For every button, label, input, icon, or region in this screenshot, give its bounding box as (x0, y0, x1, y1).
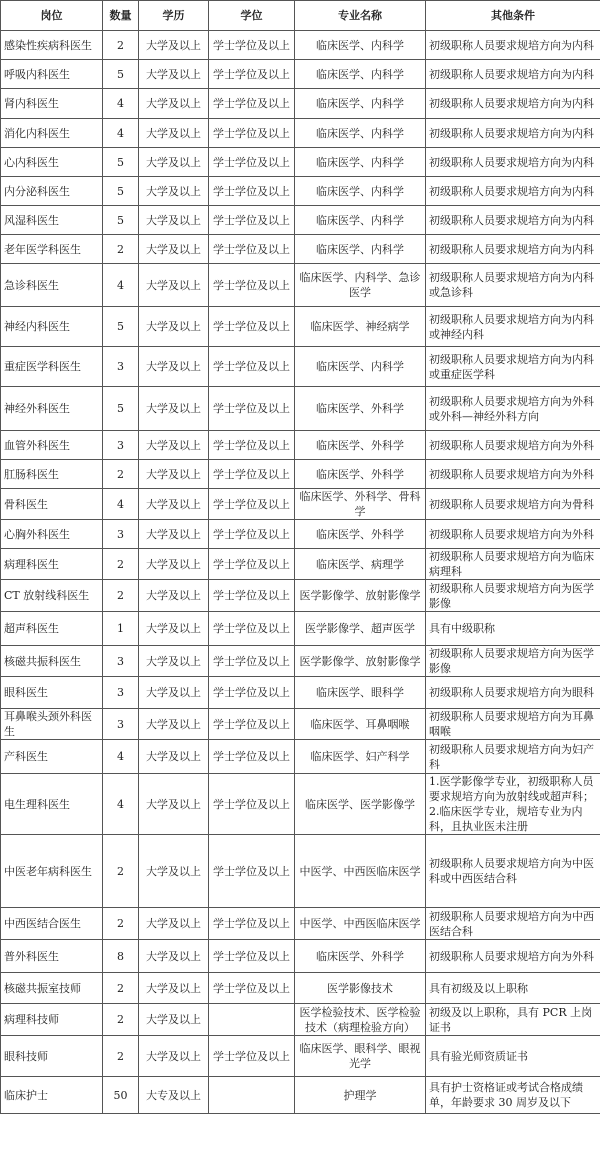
cell-other: 初级职称人员要求规培方向为内科或急诊科 (426, 264, 600, 307)
cell-education: 大学及以上 (139, 264, 209, 307)
cell-other: 初级职称人员要求规培方向为中医科或中西医结合科 (426, 835, 600, 908)
cell-other: 初级职称人员要求规培方向为骨科 (426, 489, 600, 520)
cell-major: 临床医学、医学影像学 (295, 774, 426, 835)
cell-major: 医学影像学、放射影像学 (295, 646, 426, 677)
cell-count: 5 (103, 148, 139, 177)
cell-count: 3 (103, 347, 139, 387)
cell-count: 4 (103, 489, 139, 520)
cell-degree: 学士学位及以上 (209, 709, 295, 740)
cell-education: 大学及以上 (139, 307, 209, 347)
table-row (1, 31, 600, 60)
cell-major: 临床医学、妇产科学 (295, 740, 426, 774)
cell-education: 大学及以上 (139, 973, 209, 1004)
header-count: 数量 (103, 1, 139, 31)
cell-education: 大学及以上 (139, 60, 209, 89)
cell-other: 1.医学影像学专业，初级职称人员要求规培方向为放射线或超声科；2.临床医学专业，规培专业为内科，且执业医未注册 (426, 774, 600, 835)
cell-post: CT 放射线科医生 (1, 580, 103, 612)
cell-education: 大学及以上 (139, 431, 209, 460)
header-degree: 学位 (209, 1, 295, 31)
cell-count: 3 (103, 677, 139, 709)
cell-education: 大学及以上 (139, 908, 209, 940)
table-row (1, 347, 600, 387)
cell-post: 超声科医生 (1, 612, 103, 646)
header-major: 专业名称 (295, 1, 426, 31)
cell-count: 4 (103, 119, 139, 148)
header-other: 其他条件 (426, 1, 600, 31)
cell-count: 50 (103, 1077, 139, 1114)
cell-post: 风湿科医生 (1, 206, 103, 235)
cell-education: 大学及以上 (139, 646, 209, 677)
cell-count: 4 (103, 264, 139, 307)
cell-other: 初级职称人员要求规培方向为眼科 (426, 677, 600, 709)
cell-count: 8 (103, 940, 139, 973)
table-row (1, 235, 600, 264)
table-row (1, 307, 600, 347)
cell-post: 呼吸内科医生 (1, 60, 103, 89)
cell-other: 初级职称人员要求规培方向为内科 (426, 89, 600, 119)
table-row (1, 460, 600, 489)
cell-degree: 学士学位及以上 (209, 31, 295, 60)
cell-post: 普外科医生 (1, 940, 103, 973)
table-row (1, 264, 600, 307)
cell-count: 3 (103, 431, 139, 460)
table-row (1, 973, 600, 1004)
cell-count: 2 (103, 31, 139, 60)
cell-other: 初级及以上职称，具有 PCR 上岗证书 (426, 1004, 600, 1036)
cell-post: 病理科技师 (1, 1004, 103, 1036)
table-row (1, 60, 600, 89)
cell-degree: 学士学位及以上 (209, 740, 295, 774)
header-post: 岗位 (1, 1, 103, 31)
cell-degree: 学士学位及以上 (209, 489, 295, 520)
cell-count: 2 (103, 908, 139, 940)
cell-degree: 学士学位及以上 (209, 940, 295, 973)
cell-count: 2 (103, 460, 139, 489)
cell-major: 临床医学、内科学 (295, 89, 426, 119)
cell-education: 大学及以上 (139, 347, 209, 387)
cell-major: 临床医学、内科学 (295, 119, 426, 148)
cell-other: 具有验光师资质证书 (426, 1036, 600, 1077)
cell-degree: 学士学位及以上 (209, 89, 295, 119)
cell-education: 大学及以上 (139, 940, 209, 973)
cell-education: 大学及以上 (139, 835, 209, 908)
cell-major: 临床医学、内科学、急诊医学 (295, 264, 426, 307)
cell-other: 初级职称人员要求规培方向为外科 (426, 460, 600, 489)
table-row (1, 206, 600, 235)
table-row (1, 387, 600, 431)
cell-post: 中西医结合医生 (1, 908, 103, 940)
cell-major: 护理学 (295, 1077, 426, 1114)
table-row (1, 148, 600, 177)
table-row (1, 1004, 600, 1036)
cell-count: 5 (103, 206, 139, 235)
cell-count: 2 (103, 235, 139, 264)
cell-degree: 学士学位及以上 (209, 347, 295, 387)
cell-count: 5 (103, 387, 139, 431)
table-row (1, 1036, 600, 1077)
cell-major: 临床医学、外科学、骨科学 (295, 489, 426, 520)
cell-education: 大学及以上 (139, 31, 209, 60)
cell-post: 重症医学科医生 (1, 347, 103, 387)
cell-count: 5 (103, 60, 139, 89)
cell-education: 大学及以上 (139, 460, 209, 489)
cell-other: 初级职称人员要求规培方向为外科 (426, 940, 600, 973)
cell-education: 大学及以上 (139, 489, 209, 520)
cell-education: 大专及以上 (139, 1077, 209, 1114)
cell-degree: 学士学位及以上 (209, 1036, 295, 1077)
cell-post: 消化内科医生 (1, 119, 103, 148)
cell-count: 4 (103, 740, 139, 774)
cell-education: 大学及以上 (139, 677, 209, 709)
header-education: 学历 (139, 1, 209, 31)
table-row (1, 1077, 600, 1114)
cell-major: 中医学、中西医临床医学 (295, 835, 426, 908)
cell-other: 初级职称人员要求规培方向为内科 (426, 206, 600, 235)
cell-count: 4 (103, 89, 139, 119)
cell-major: 临床医学、内科学 (295, 347, 426, 387)
table-row (1, 580, 600, 612)
cell-post: 神经内科医生 (1, 307, 103, 347)
cell-education: 大学及以上 (139, 177, 209, 206)
cell-other: 初级职称人员要求规培方向为内科或神经内科 (426, 307, 600, 347)
cell-other: 初级职称人员要求规培方向为内科 (426, 235, 600, 264)
cell-degree: 学士学位及以上 (209, 774, 295, 835)
cell-post: 产科医生 (1, 740, 103, 774)
cell-post: 骨科医生 (1, 489, 103, 520)
cell-post: 病理科医生 (1, 549, 103, 580)
table-row (1, 549, 600, 580)
cell-count: 2 (103, 1004, 139, 1036)
cell-post: 核磁共振室技师 (1, 973, 103, 1004)
cell-major: 临床医学、病理学 (295, 549, 426, 580)
cell-degree: 学士学位及以上 (209, 908, 295, 940)
cell-count: 4 (103, 774, 139, 835)
cell-major: 临床医学、内科学 (295, 177, 426, 206)
cell-degree: 学士学位及以上 (209, 677, 295, 709)
cell-count: 3 (103, 520, 139, 549)
cell-education: 大学及以上 (139, 580, 209, 612)
cell-education: 大学及以上 (139, 1036, 209, 1077)
cell-major: 临床医学、眼科学、眼视光学 (295, 1036, 426, 1077)
cell-degree (209, 1077, 295, 1114)
cell-other: 初级职称人员要求规培方向为外科 (426, 520, 600, 549)
cell-other: 初级职称人员要求规培方向为妇产科 (426, 740, 600, 774)
cell-education: 大学及以上 (139, 774, 209, 835)
cell-education: 大学及以上 (139, 709, 209, 740)
cell-post: 肾内科医生 (1, 89, 103, 119)
table-row (1, 89, 600, 119)
cell-major: 临床医学、外科学 (295, 431, 426, 460)
cell-major: 临床医学、神经病学 (295, 307, 426, 347)
cell-degree: 学士学位及以上 (209, 460, 295, 489)
cell-major: 临床医学、眼科学 (295, 677, 426, 709)
cell-other: 初级职称人员要求规培方向为内科 (426, 60, 600, 89)
cell-count: 3 (103, 709, 139, 740)
cell-major: 医学影像学、超声医学 (295, 612, 426, 646)
cell-major: 医学检验技术、医学检验技术（病理检验方向） (295, 1004, 426, 1036)
cell-count: 5 (103, 307, 139, 347)
cell-major: 临床医学、内科学 (295, 235, 426, 264)
cell-major: 临床医学、耳鼻咽喉 (295, 709, 426, 740)
cell-degree: 学士学位及以上 (209, 549, 295, 580)
cell-post: 电生理科医生 (1, 774, 103, 835)
cell-count: 2 (103, 580, 139, 612)
cell-post: 肛肠科医生 (1, 460, 103, 489)
cell-other: 初级职称人员要求规培方向为中西医结合科 (426, 908, 600, 940)
cell-major: 临床医学、外科学 (295, 387, 426, 431)
cell-degree (209, 1004, 295, 1036)
cell-post: 心胸外科医生 (1, 520, 103, 549)
cell-major: 中医学、中西医临床医学 (295, 908, 426, 940)
cell-count: 5 (103, 177, 139, 206)
cell-degree: 学士学位及以上 (209, 307, 295, 347)
cell-other: 初级职称人员要求规培方向为外科或外科—神经外科方向 (426, 387, 600, 431)
cell-education: 大学及以上 (139, 387, 209, 431)
cell-post: 耳鼻喉头颈外科医生 (1, 709, 103, 740)
table-row (1, 709, 600, 740)
cell-other: 初级职称人员要求规培方向为耳鼻咽喉 (426, 709, 600, 740)
cell-degree: 学士学位及以上 (209, 612, 295, 646)
cell-other: 初级职称人员要求规培方向为内科 (426, 31, 600, 60)
cell-degree: 学士学位及以上 (209, 973, 295, 1004)
cell-degree: 学士学位及以上 (209, 520, 295, 549)
cell-degree: 学士学位及以上 (209, 60, 295, 89)
cell-post: 急诊科医生 (1, 264, 103, 307)
cell-degree: 学士学位及以上 (209, 835, 295, 908)
cell-other: 初级职称人员要求规培方向为内科或重症医学科 (426, 347, 600, 387)
cell-degree: 学士学位及以上 (209, 148, 295, 177)
cell-post: 眼科技师 (1, 1036, 103, 1077)
cell-education: 大学及以上 (139, 148, 209, 177)
cell-major: 医学影像学、放射影像学 (295, 580, 426, 612)
cell-degree: 学士学位及以上 (209, 235, 295, 264)
cell-degree: 学士学位及以上 (209, 387, 295, 431)
cell-post: 内分泌科医生 (1, 177, 103, 206)
table-row (1, 908, 600, 940)
cell-major: 临床医学、外科学 (295, 940, 426, 973)
cell-post: 核磁共振科医生 (1, 646, 103, 677)
cell-count: 3 (103, 646, 139, 677)
cell-education: 大学及以上 (139, 549, 209, 580)
cell-count: 2 (103, 973, 139, 1004)
cell-degree: 学士学位及以上 (209, 580, 295, 612)
table-row (1, 940, 600, 973)
cell-post: 神经外科医生 (1, 387, 103, 431)
table-row (1, 520, 600, 549)
cell-count: 2 (103, 835, 139, 908)
cell-education: 大学及以上 (139, 612, 209, 646)
cell-post: 中医老年病科医生 (1, 835, 103, 908)
cell-education: 大学及以上 (139, 206, 209, 235)
cell-other: 具有中级职称 (426, 612, 600, 646)
table-row (1, 677, 600, 709)
cell-post: 临床护士 (1, 1077, 103, 1114)
table-row (1, 119, 600, 148)
cell-other: 具有护士资格证或考试合格成绩单，年龄要求 30 周岁及以下 (426, 1077, 600, 1114)
cell-post: 眼科医生 (1, 677, 103, 709)
cell-major: 临床医学、内科学 (295, 60, 426, 89)
cell-degree: 学士学位及以上 (209, 206, 295, 235)
cell-major: 临床医学、外科学 (295, 460, 426, 489)
cell-major: 临床医学、内科学 (295, 31, 426, 60)
cell-other: 具有初级及以上职称 (426, 973, 600, 1004)
cell-degree: 学士学位及以上 (209, 177, 295, 206)
cell-other: 初级职称人员要求规培方向为医学影像 (426, 580, 600, 612)
cell-major: 临床医学、外科学 (295, 520, 426, 549)
table-row (1, 489, 600, 520)
cell-count: 1 (103, 612, 139, 646)
cell-major: 临床医学、内科学 (295, 206, 426, 235)
cell-education: 大学及以上 (139, 740, 209, 774)
cell-education: 大学及以上 (139, 1004, 209, 1036)
table-row (1, 774, 600, 835)
cell-count: 2 (103, 1036, 139, 1077)
table-row (1, 177, 600, 206)
table-row (1, 612, 600, 646)
cell-other: 初级职称人员要求规培方向为临床病理科 (426, 549, 600, 580)
cell-major: 临床医学、内科学 (295, 148, 426, 177)
cell-post: 老年医学科医生 (1, 235, 103, 264)
table-row (1, 835, 600, 908)
cell-count: 2 (103, 549, 139, 580)
cell-other: 初级职称人员要求规培方向为外科 (426, 431, 600, 460)
cell-degree: 学士学位及以上 (209, 431, 295, 460)
table-row (1, 740, 600, 774)
cell-major: 医学影像技术 (295, 973, 426, 1004)
cell-education: 大学及以上 (139, 235, 209, 264)
cell-other: 初级职称人员要求规培方向为医学影像 (426, 646, 600, 677)
table-body (1, 31, 600, 1114)
cell-degree: 学士学位及以上 (209, 119, 295, 148)
cell-other: 初级职称人员要求规培方向为内科 (426, 177, 600, 206)
cell-post: 血管外科医生 (1, 431, 103, 460)
header-row (1, 1, 600, 31)
cell-other: 初级职称人员要求规培方向为内科 (426, 119, 600, 148)
cell-education: 大学及以上 (139, 520, 209, 549)
cell-post: 心内科医生 (1, 148, 103, 177)
table-row (1, 646, 600, 677)
cell-education: 大学及以上 (139, 89, 209, 119)
cell-other: 初级职称人员要求规培方向为内科 (426, 148, 600, 177)
cell-education: 大学及以上 (139, 119, 209, 148)
cell-degree: 学士学位及以上 (209, 646, 295, 677)
cell-degree: 学士学位及以上 (209, 264, 295, 307)
table-row (1, 431, 600, 460)
cell-post: 感染性疾病科医生 (1, 31, 103, 60)
